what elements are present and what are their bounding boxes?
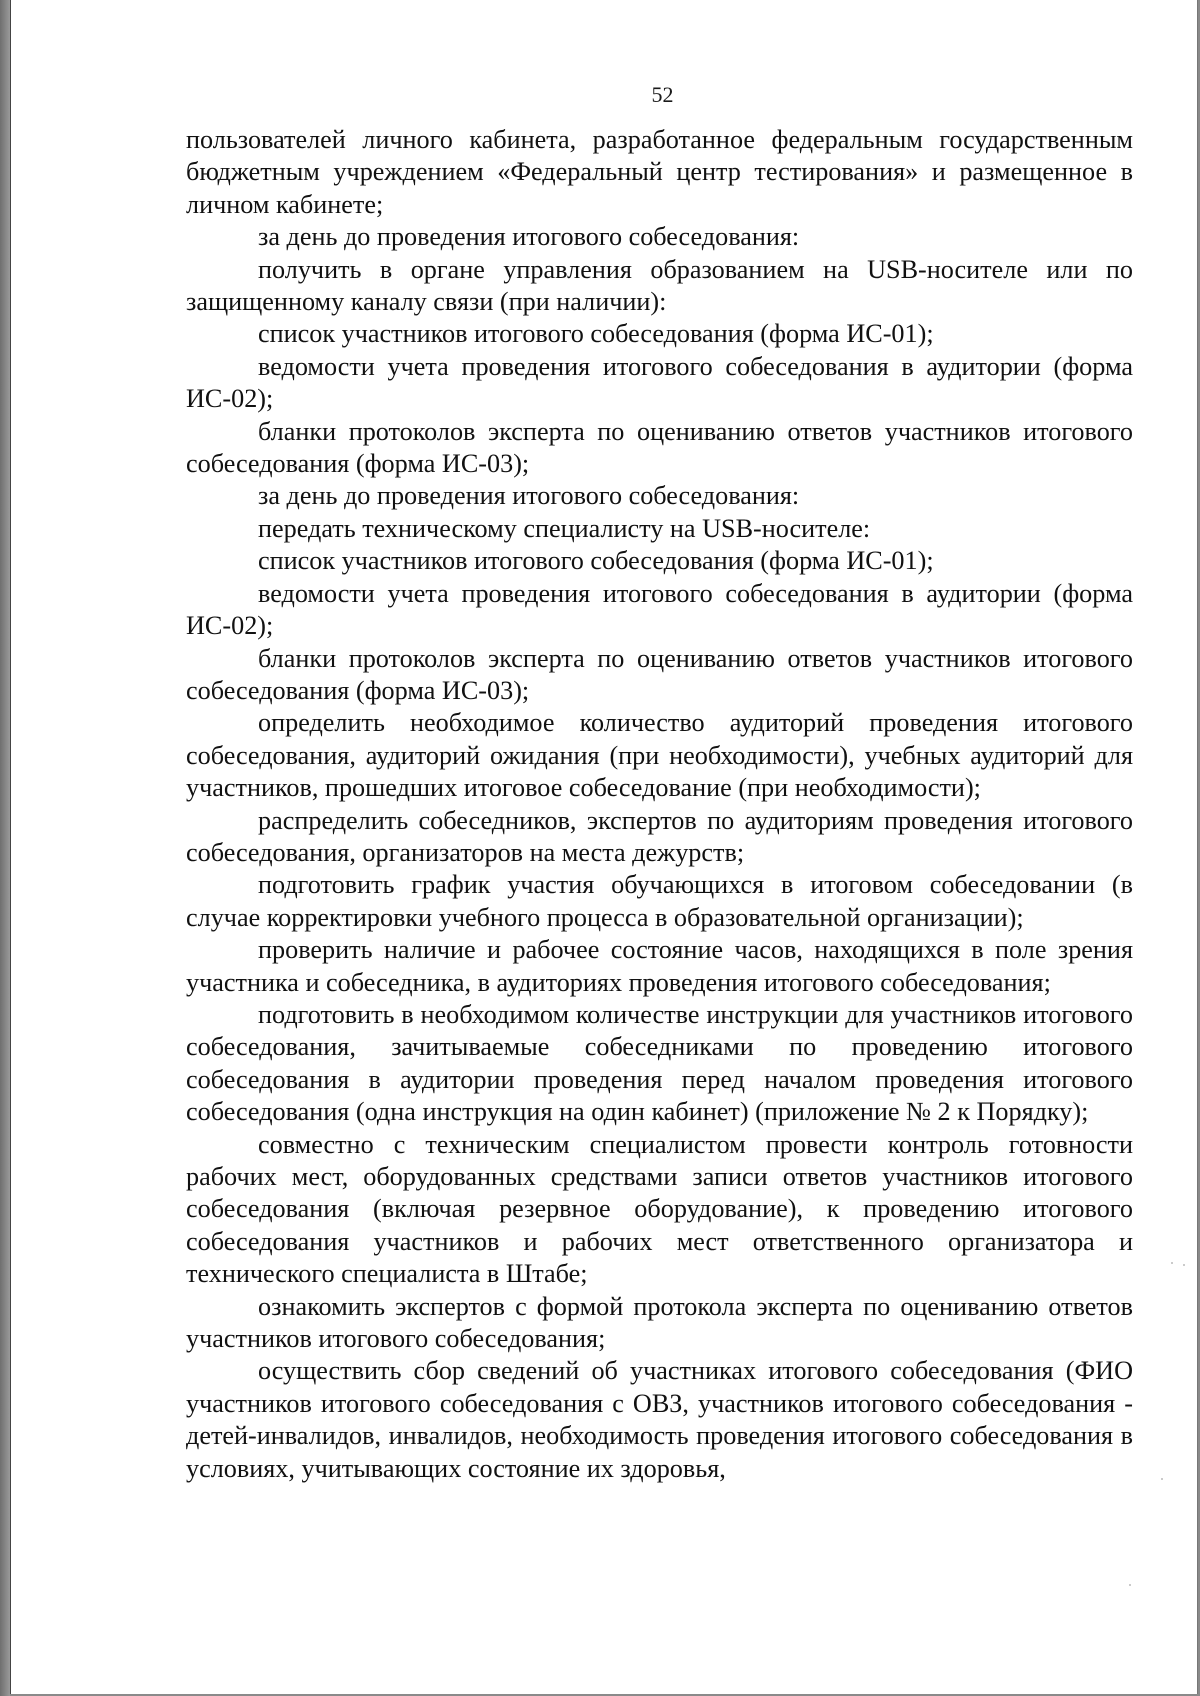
paragraph: ведомости учета проведения итогового собеседования в аудитории (форма ИС-02); <box>186 351 1133 414</box>
paragraph: передать техническому специалисту на USB-носителе: <box>258 513 871 543</box>
paragraph: список участников итогового собеседования (форма ИС-01); <box>258 546 934 576</box>
paragraph: подготовить в необходимом количестве инструкции для участников итогового собеседования, зачитываемые собеседниками по проведению итогового собеседования в аудитории проведения перед началом проведения итогового собеседования (одна инструкция на один кабинет) (приложение № 2 к Порядку); <box>186 999 1133 1127</box>
paragraph: совместно с техническим специалистом провести контроль готовности рабочих мест, оборудованных средствами записи ответов участников итогового собеседования (включая резервное оборудование), к проведению итогового собеседования участников и рабочих мест ответственного организатора и технического специалиста в Штабе; <box>186 1129 1133 1289</box>
paragraph: осуществить сбор сведений об участниках итогового собеседования (ФИО участников итогового собеседования с ОВЗ, участников итогового собеседования - детей-инвалидов, инвалидов, необходимость проведения итогового собеседования в условиях, учитывающих состояние их здоровья, <box>186 1356 1133 1483</box>
scan-speck <box>1129 1584 1131 1586</box>
paragraph: список участников итогового собеседования (форма ИС-01); <box>258 319 934 349</box>
paragraph: бланки протоколов эксперта по оцениванию ответов участников итогового собеседования (форма ИС-03); <box>186 643 1133 705</box>
paragraph: получить в органе управления образованием на USB-носителе или по защищенному каналу связи (при наличии): <box>186 254 1133 317</box>
scan-speck <box>1161 1478 1163 1480</box>
paragraph: ознакомить экспертов с формой протокола эксперта по оцениванию ответов участников итогового собеседования; <box>186 1291 1133 1354</box>
scan-speck <box>1171 1262 1173 1264</box>
paragraph: пользователей личного кабинета, разработанное федеральным государственным бюджетным учреждением «Федеральный центр тестирования» и размещенное в личном кабинете; <box>186 125 1133 219</box>
paragraph: распределить собеседников, экспертов по аудиториям проведения итогового собеседования, организаторов на места дежурств; <box>186 805 1133 867</box>
page-number: 52 <box>651 82 674 107</box>
document-body <box>186 124 1133 1485</box>
paragraph: за день до проведения итогового собеседования: <box>258 481 800 511</box>
paragraph: бланки протоколов эксперта по оцениванию ответов участников итогового собеседования (форма ИС-03); <box>186 416 1133 479</box>
paragraph: определить необходимое количество аудиторий проведения итогового собеседования, аудиторий ожидания (при необходимости), учебных аудиторий для участников, прошедших итоговое собеседование (при необходимости); <box>186 708 1133 803</box>
scan-edge <box>0 0 10 1696</box>
paragraph: проверить наличие и рабочее состояние часов, находящихся в поле зрения участника и собеседника, в аудиториях проведения итогового собеседования; <box>186 935 1133 997</box>
paragraph: ведомости учета проведения итогового собеседования в аудитории (форма ИС-02); <box>186 578 1133 641</box>
scan-speck <box>1183 1264 1185 1266</box>
paragraph: подготовить график участия обучающихся в итоговом собеседовании (в случае корректировки учебного процесса в образовательной организации); <box>186 870 1133 932</box>
paragraph: за день до проведения итогового собеседования: <box>258 222 800 252</box>
document-page <box>10 0 1198 1694</box>
